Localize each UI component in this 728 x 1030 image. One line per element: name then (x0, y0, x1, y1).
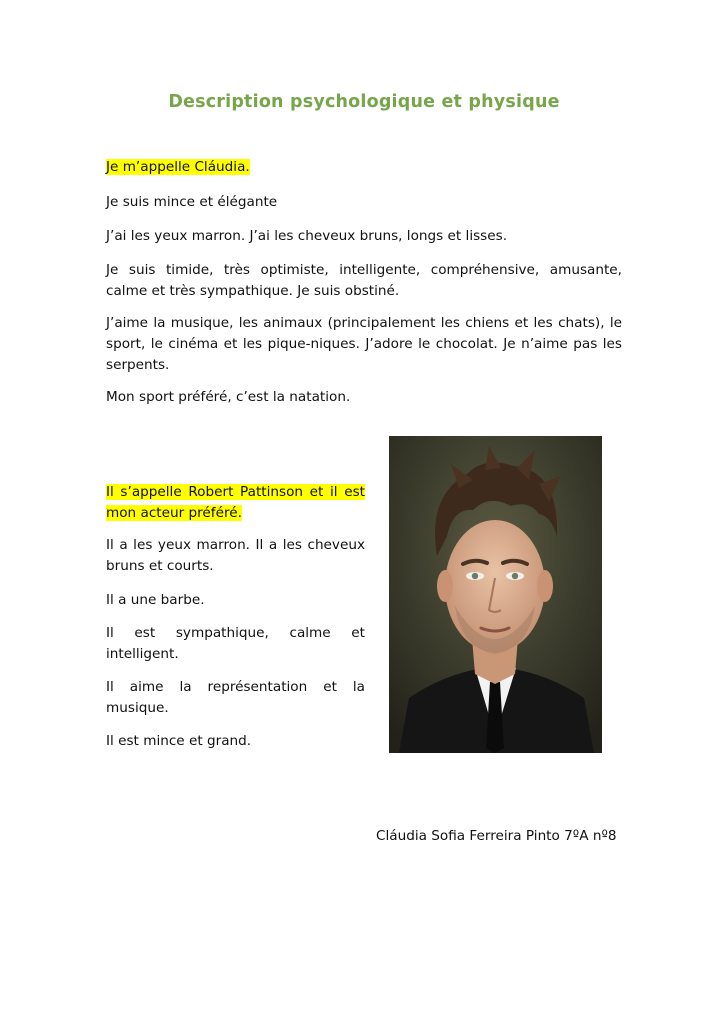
actor-paragraph-3: Il est sympathique, calme et intelligent. (106, 625, 365, 662)
actor-paragraph-4: Il aime la représentation et la musique. (106, 679, 365, 716)
actor-intro (106, 482, 365, 524)
self-paragraph-1: Je suis mince et élégante (106, 194, 278, 210)
actor-portrait-illustration (389, 436, 602, 753)
actor-paragraph-2: Il a une barbe. (106, 592, 205, 608)
page-title: Description psychologique et physique (168, 92, 560, 112)
self-paragraph-3: Je suis timide, très optimiste, intelligente, compréhensive, amusante, calme et très sympathique. Je suis obstiné. (106, 262, 622, 299)
self-name-line (106, 157, 250, 178)
author-signature: Cláudia Sofia Ferreira Pinto 7ºA nº8 (376, 828, 617, 844)
actor-paragraph-1: Il a les yeux marron. Il a les cheveux bruns et courts. (106, 537, 365, 574)
self-paragraph-5: Mon sport préféré, c’est la natation. (106, 389, 351, 405)
actor-photo (389, 436, 602, 753)
actor-paragraph-5: Il est mince et grand. (106, 733, 252, 749)
highlighted-text: Je m’appelle Cláudia. (106, 159, 250, 175)
self-paragraph-2: J’ai les yeux marron. J’ai les cheveux bruns, longs et lisses. (106, 228, 508, 244)
highlighted-text: Il s’appelle Robert Pattinson et il est mon acteur préféré. (106, 484, 365, 521)
self-paragraph-4: J’aime la musique, les animaux (principalement les chiens et les chats), le sport, le cinéma et les pique-niques. J’adore le chocolat. Je n’aime pas les serpents. (106, 315, 622, 373)
